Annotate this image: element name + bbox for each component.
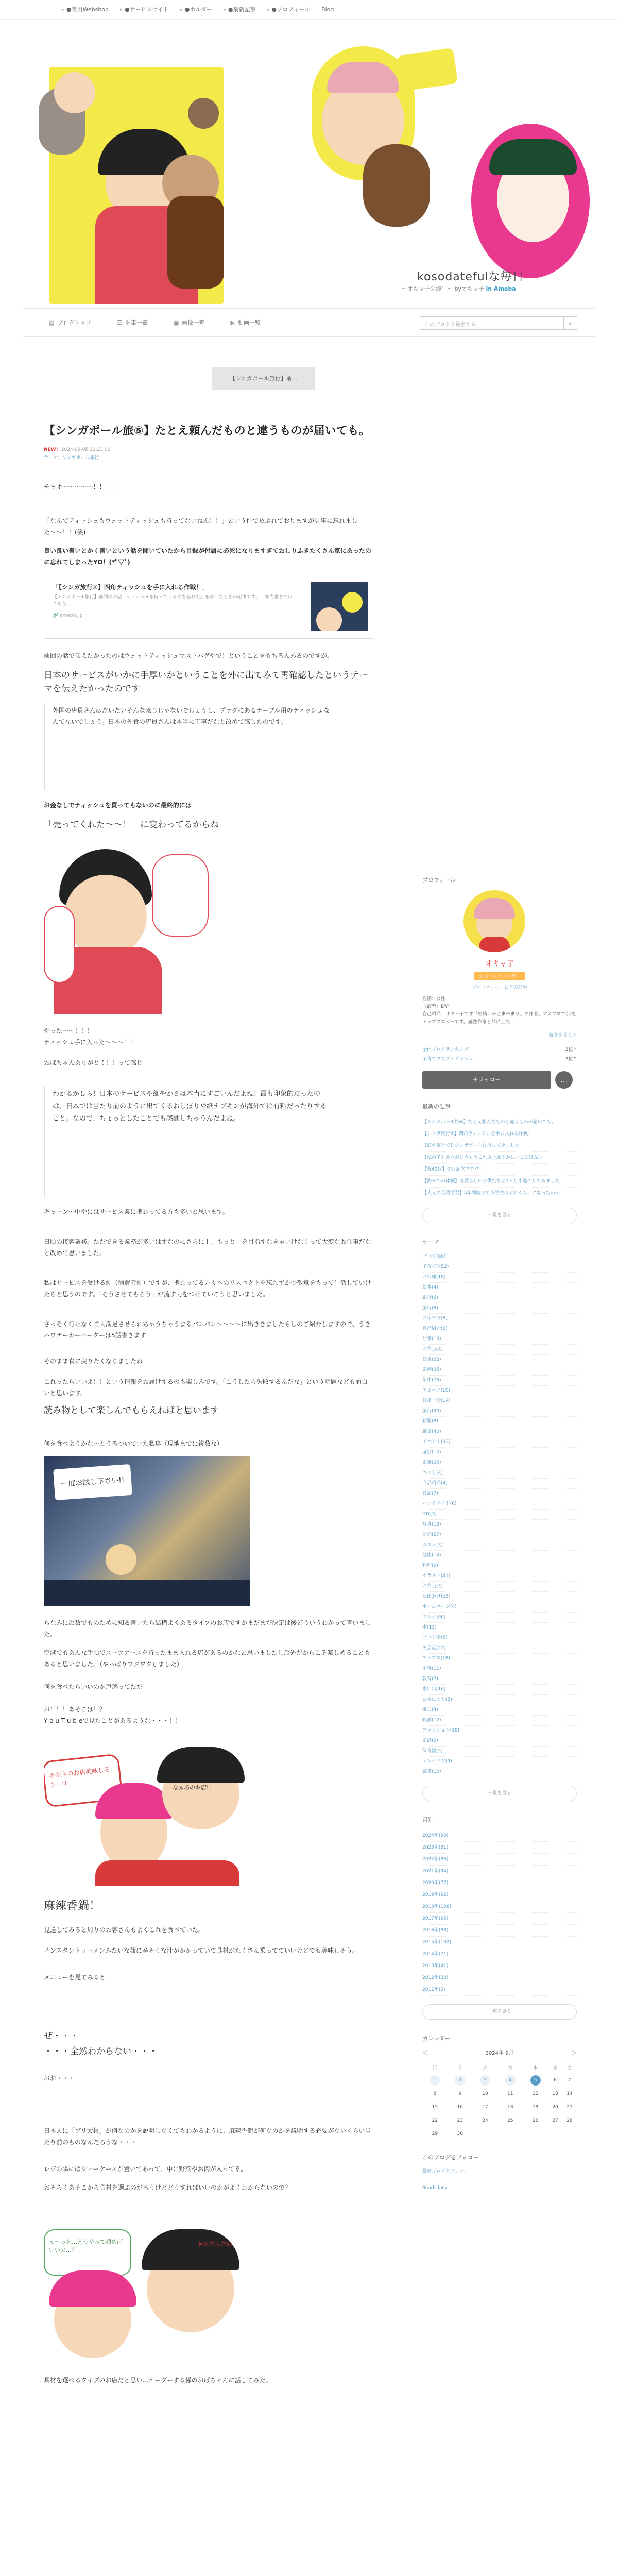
archive-link[interactable]: 2017年(95) (422, 1913, 577, 1925)
calendar-day-number[interactable]: 1 (430, 2075, 440, 2086)
calendar-day (548, 2114, 562, 2127)
top-nav-item[interactable]: ▸ ●専用Webshop (62, 0, 109, 20)
linked-entry-desc: 【シンガポール旅行】前回のお話「ティッシュを持ってくるのを忘れた」を書いたときの記事です。…案内書きではこちら… (53, 595, 293, 607)
article-quote: わかるかしら！日本のサービスや細やかさは本当にすごいんだよね！最も印象的だったのは、日本では当たり前のように出てくるおしぼりや紙ナプキンが海外では有料だったりすること。なので、ちょっとしたことでも感動しちゃうんだよね。 (44, 1086, 332, 1197)
calendar-day (473, 2114, 498, 2127)
calendar-day (422, 2074, 448, 2087)
calendar-nav (422, 2048, 577, 2056)
article-paragraph: レジの隣にはショーケースが置いてあって、中に野菜やお肉が入ってる。 (44, 2165, 247, 2173)
blog-subtitle-brand: in Ameba (486, 285, 516, 292)
article-paragraph: メニューを見てみると (44, 1974, 106, 1981)
follow-controls (422, 1071, 577, 1089)
article (44, 422, 373, 2393)
calendar-day (562, 2127, 577, 2141)
archive-link[interactable]: 2018年(108) (422, 1901, 577, 1913)
article-paragraph: 良い良い書いとかく書いという話を聞いていたから目録が付属に必死になりますぎておしりふきたくさん家にあったのに忘れてしまったYO！(*ﾟ▽ﾟ) (44, 547, 371, 566)
calendar-day (448, 2074, 473, 2087)
follow-blog-heading: このブログをフォロー (422, 2154, 479, 2161)
archive-link[interactable]: 2020年(77) (422, 1877, 577, 1889)
avatar[interactable] (464, 890, 525, 952)
calendar-day (523, 2127, 548, 2141)
calendar-day-number: 18 (507, 2105, 513, 2110)
list-icon: ☰ (117, 319, 122, 326)
article-paragraph: チャオ〜〜〜〜〜！！！！ (44, 483, 118, 490)
calendar-day-number: 11 (507, 2091, 513, 2096)
more-icon[interactable]: … (555, 1071, 573, 1089)
theme-link[interactable]: 遊び(12) (422, 1448, 577, 1458)
recent-entry-link[interactable]: 【シンガ旅行②】四角ティッシュを手に入れる作戦！ (422, 1128, 577, 1140)
theme-link[interactable]: アメブロ(18) (422, 1654, 577, 1664)
calendar-day (448, 2087, 473, 2100)
article-paragraph: 日頃の接客業務。ただできる業務が多いはずなのにさらに上、もっと上を目指すなきゃいけなくって大変なお仕事だなと改めて思いました。 (44, 1238, 371, 1257)
theme-link[interactable]: インテリア(9) (422, 1757, 577, 1767)
calendar-day (548, 2127, 562, 2141)
theme-link[interactable]: ブログ術(5) (422, 1633, 577, 1643)
theme-link[interactable]: お料理(18) (422, 1273, 577, 1283)
article-paragraph: ギャーン〜中やにはサービス業に携わってる方も多いと思います。 (44, 1208, 229, 1215)
calendar-day (422, 2127, 448, 2141)
theme-link[interactable]: 掃除(27) (422, 1530, 577, 1540)
calendar-day-number: 28 (566, 2118, 573, 2123)
ranking-label: 子育てブログ・ジャンル (422, 1057, 473, 1062)
theme-link[interactable]: 絵本(4) (422, 1283, 577, 1293)
official-badge: 公式トップブロガー (474, 972, 525, 980)
calendar-day-number: 19 (532, 2105, 539, 2110)
calendar-heading: カレンダー (422, 2035, 451, 2042)
calendar-day (562, 2114, 577, 2127)
article-paragraph: 空港でもあんな手頃でスーツケースを持ったまま入れる店があるのかなと思いましたし旅先だからこそ楽しめることもあると思いました。（やっぱりワクワクしました） (44, 1649, 371, 1668)
calendar-day-number: 8 (433, 2091, 437, 2096)
previous-entry-button[interactable]: 【シンガポール旅行】前… (212, 367, 315, 390)
profile-name[interactable]: オキャ子 (485, 960, 514, 968)
theme-link[interactable]: 自己紹介(2) (422, 1324, 577, 1334)
article-emphasis: ・・・全然わからない・・・ (44, 2046, 158, 2057)
archive-link[interactable]: 2013年(41) (422, 1960, 577, 1972)
recent-entries-list (422, 1116, 577, 1199)
article-paragraph: おばちゃんありがとう！！って感じ (44, 1059, 143, 1066)
theme-link[interactable]: 本(13) (422, 1623, 577, 1633)
calendar-day-number: 6 (554, 2078, 557, 2083)
recent-entry-link[interactable]: 【海外旅行で】シンガポールに行ってきました (422, 1140, 577, 1152)
theme-link[interactable]: 保育園(5) (422, 1747, 577, 1757)
speech-bubble: なぁあのお店!! (173, 1784, 211, 1791)
restaurant-photo (44, 1456, 250, 1606)
video-icon: ▶ (230, 319, 235, 326)
calendar-day (548, 2087, 562, 2100)
theme-heading: テーマ (422, 1239, 439, 1245)
calendar-day (473, 2127, 498, 2141)
top-nav-list (0, 0, 618, 20)
menu-image-list-label: 画像一覧 (182, 319, 205, 326)
theme-link[interactable]: 旅行(8) (422, 1303, 577, 1314)
calendar-day (497, 2074, 523, 2087)
theme-link[interactable]: 商品紹介(4) (422, 1479, 577, 1489)
archive-link[interactable]: 2015年(102) (422, 1937, 577, 1948)
article-paragraph: 「なんでティッシュもウェットティッシュも持ってないねん！！」という件で及ぶれておりますが見事に忘れました〜〜！！(笑) (44, 517, 358, 536)
calendar-day (473, 2074, 498, 2087)
calendar-month: 2024年 9月 (485, 2050, 514, 2056)
theme-link[interactable]: お年寄り(8) (422, 1314, 577, 1324)
theme-link[interactable]: 旅行(30) (422, 1406, 577, 1417)
recent-more-button[interactable]: 一覧を見る (422, 1208, 577, 1223)
menu-blog-top[interactable] (49, 318, 91, 327)
calendar-day-number[interactable]: 3 (480, 2075, 490, 2086)
archive-more-button[interactable]: 一覧を見る (422, 2004, 577, 2020)
header-illustration-left (49, 67, 224, 304)
theme-link[interactable]: 料理(9) (422, 1561, 577, 1571)
calendar-weekday: 月 (457, 2065, 462, 2071)
calendar-day (497, 2127, 523, 2141)
calendar-weekday: 木 (533, 2065, 538, 2071)
calendar-day-number[interactable]: 2 (455, 2075, 465, 2086)
theme-link[interactable]: 日常(68) (422, 1355, 577, 1365)
ranking-value: 3位↑ (565, 1047, 577, 1053)
article-emphasis: 日本のサービスがいかに手厚いかということを外に出てみて再確認したというテーマを伝えたかったのです (44, 670, 368, 694)
calendar-day (548, 2100, 562, 2114)
article-paragraph: そのまま食に戻りたくなりましたね (44, 1358, 143, 1365)
theme-link[interactable]: 日記(7) (422, 1489, 577, 1499)
calendar-day-number: 13 (552, 2091, 558, 2096)
theme-link[interactable]: 健康(14) (422, 1551, 577, 1561)
article-theme-link[interactable]: テーマ：シンガポール旅行 (44, 455, 99, 461)
profile-description: 性別：女性 血液型：B型 自己紹介：オキャ子です「岩崎いかさまやまり」の作者。アメブロで公式トップブロガーです。感性作家と共に上演… (422, 996, 575, 1025)
calendar-day (448, 2127, 473, 2141)
article-paragraph: 何を食べたらいいのか戸惑ってただ (44, 1683, 143, 1690)
calendar-weekday: 金 (553, 2065, 558, 2071)
top-nav-item[interactable]: Blog (321, 6, 334, 13)
calendar-day-number: 25 (507, 2118, 513, 2123)
calendar-day-number: 14 (566, 2091, 573, 2096)
theme-link[interactable]: イベント(92) (422, 1437, 577, 1448)
linked-entry-thumbnail (311, 582, 368, 631)
theme-link[interactable]: 写真(13) (422, 1520, 577, 1530)
calendar-day (422, 2114, 448, 2127)
menu-blog-top-label: ブログトップ (57, 319, 92, 326)
follow-blog-link[interactable]: Readsdata (422, 2185, 447, 2191)
calendar-weekday: 土 (567, 2065, 572, 2071)
article-emphasis: ぜ・・・ (44, 2031, 79, 2041)
section-heading: 麻辣香鍋！ (44, 1900, 101, 1912)
calendar-day (497, 2114, 523, 2127)
blog-search-input[interactable]: このブログを検索する (420, 316, 564, 330)
top-nav-item[interactable]: ▸ ●サービスサイト (120, 0, 169, 20)
article-paragraph: 具材を選べるタイプのお店だと思い…オーダーする係のおばちゃんに話してみた。 (44, 2377, 272, 2384)
theme-link[interactable]: 子育て(452) (422, 1262, 577, 1273)
theme-link[interactable]: 年中(76) (422, 1376, 577, 1386)
calendar-day-number: 27 (552, 2118, 558, 2123)
calendar-day-number: 15 (432, 2105, 438, 2110)
comic-illustration-3 (44, 2224, 250, 2363)
calendar-day-number[interactable]: 4 (505, 2075, 516, 2086)
calendar-day-number: 26 (532, 2118, 539, 2123)
calendar-day-number: 12 (532, 2091, 539, 2096)
theme-link[interactable]: イラスト(41) (422, 1571, 577, 1582)
theme-link[interactable]: マンガ(60) (422, 1613, 577, 1623)
theme-link[interactable]: 美容(11) (422, 1664, 577, 1674)
theme-link[interactable]: お出かけ(25) (422, 1592, 577, 1602)
recent-entry-link[interactable]: 【海外での体験】可愛らしい子供たちと1ヶ月半過ごしてみました (422, 1176, 577, 1188)
calendar-next-button[interactable]: ＞ (572, 2050, 577, 2056)
calendar-prev-button[interactable]: ＜ (422, 2050, 427, 2056)
calendar-day-number: 20 (552, 2105, 558, 2110)
article-quote: 外国の店員さんはだいたいそんな感じじゃないでしょうし、プラダにあるテーブル用のティッシュなんてないでしょう。日本の外食の店員さんは本当に丁寧だなと改めて感じたのです。 (44, 703, 332, 790)
linked-entry-source-text: ameblo.jp (60, 613, 83, 618)
calendar-day (497, 2100, 523, 2114)
menu-entry-list[interactable] (117, 318, 148, 327)
calendar-day (523, 2087, 548, 2100)
recent-entry-link[interactable]: 【シンガポール旅⑤】たとえ頼んだものと違うものが届いても。 (422, 1116, 577, 1128)
theme-link[interactable]: ペット(4) (422, 1468, 577, 1479)
article-paragraph: 前回の話で伝えたかったのはウェットティッシュマストバグやで！ということをもちろんあるのですが。 (44, 652, 334, 659)
ranking-row[interactable] (422, 1055, 577, 1064)
calendar-day-number[interactable]: 5 (530, 2075, 541, 2086)
calendar-day (548, 2074, 562, 2087)
theme-link[interactable]: 銀行(6) (422, 1293, 577, 1303)
article-title[interactable]: 【シンガポール旅⑤】たとえ頼んだものと違うものが届いても。 (44, 425, 370, 437)
blog-icon: ▤ (49, 319, 55, 326)
top-nav (0, 0, 618, 20)
theme-link[interactable]: 雑貨(40) (422, 1427, 577, 1437)
theme-link[interactable]: ハンドメイド(6) (422, 1499, 577, 1510)
article-paragraph: お！！！あそこは！？ (44, 1706, 106, 1713)
blog-title[interactable]: kosodatefulな毎日 (417, 270, 524, 283)
top-nav-item[interactable]: ▸ ●ホルダー (180, 0, 212, 20)
menu-video-list[interactable] (230, 318, 260, 327)
article-paragraph: インスタントラーメンみたいな麺に辛そうな汁がかかっていて具材がたくさん乗ってていいけどでも美味しそう。 (44, 1947, 359, 1954)
new-badge: NEW! (44, 447, 58, 452)
blog-subtitle (402, 284, 516, 293)
article-paragraph: Y o u T u b eで見たことがあるような・・・！！ (44, 1717, 182, 1724)
sidebar (422, 876, 577, 2200)
search-icon[interactable]: ⌕ (564, 316, 577, 330)
calendar-day-number: 10 (482, 2091, 488, 2096)
archive-link[interactable]: 2022年(86) (422, 1854, 577, 1866)
archive-link[interactable]: 2024年(90) (422, 1830, 577, 1842)
article-paragraph: お金なしでティッシュを買ってもないのに最終的には (44, 802, 192, 809)
article-meta (44, 447, 373, 452)
theme-list (422, 1252, 577, 1777)
blog-subtitle-text: 〜オキャ子の漫生〜 byオキャ子 (402, 285, 484, 292)
article-emphasis: 「売ってくれた〜〜！」に変わってるからね (44, 820, 219, 830)
follow-blog-link[interactable]: 最新ブログをフォロー (422, 2169, 469, 2174)
theme-link[interactable]: お弁当(3) (422, 1582, 577, 1592)
archive-link[interactable]: 2011年(6) (422, 1984, 577, 1996)
comic-illustration-2 (44, 1747, 250, 1886)
menu-image-list[interactable] (174, 318, 204, 327)
calendar-day (523, 2074, 548, 2087)
calendar-day-number: 7 (568, 2078, 571, 2083)
header-illustration-right (312, 46, 595, 283)
calendar-day-number: 17 (482, 2105, 488, 2110)
recent-entry-link[interactable]: 【祝40代】ケ月記念ブログ (422, 1164, 577, 1176)
calendar-day (422, 2087, 448, 2100)
profile-heading: プロフィール (422, 877, 456, 884)
archive-link[interactable]: 2012年(20) (422, 1972, 577, 1984)
calendar-day-number: 24 (482, 2118, 488, 2123)
calendar-day (448, 2100, 473, 2114)
profile-more-link[interactable]: 続きを見る＞ (548, 1033, 577, 1038)
article-paragraph: ティッシュ手に入った〜〜〜！！ (44, 1039, 136, 1046)
speech-bubble: 何がなんだか (198, 2241, 232, 2247)
theme-link[interactable]: ブログ(88) (422, 1252, 577, 1262)
archive-link[interactable]: 2014年(71) (422, 1948, 577, 1960)
ranking-label: 全体ブログランキング (422, 1047, 469, 1053)
theme-link[interactable]: コスメ(3) (422, 1540, 577, 1551)
theme-link[interactable]: 英会話(22) (422, 1643, 577, 1654)
theme-link[interactable]: 教育(7) (422, 1674, 577, 1685)
calendar-day (523, 2114, 548, 2127)
calendar-table (422, 2060, 577, 2141)
article-paragraph: おお・・・ (44, 2075, 75, 2082)
theme-link[interactable]: 思い出(16) (422, 1685, 577, 1695)
speech-bubble: あの店のお店美味しそう…!! (48, 1766, 111, 1788)
article-paragraph: 何を食べようかな〜とうろついていた私達（現地までに複数な） (44, 1440, 223, 1447)
calendar-day-number: 16 (457, 2105, 463, 2110)
follow-button[interactable]: ＋フォロー (422, 1071, 551, 1089)
article-paragraph: さっそく行けなくて大満足させられちゃうちゃうまるバンバン〜〜〜〜に出ききましたもしのご紹介しますので、うきパワナーカーセーターは5話書きます (44, 1320, 371, 1339)
top-nav-item[interactable]: ▸ ●プロフィール (267, 0, 311, 20)
recent-entry-link[interactable]: 【私の子】ありがとうもうこれ以上恥ずかしいことはない (422, 1152, 577, 1164)
recent-entries-heading: 最新の記事 (422, 1103, 451, 1110)
article-paragraph: ちなみに旅数でものために知る書いたら結構よくあるタイプのお店ですがまだまだ決定は後どういうわかって言いました。 (44, 1619, 371, 1638)
article-paragraph: 私はサービスを受ける側（消費者側）ですが、携わってる方々へのリスペクトを忘れずかつ敬意をもって生活していけたらと思うのです。「そうさせてもらう」が流す力をつけていこうと思いました。 (44, 1279, 371, 1298)
theme-link[interactable]: DIY(3) (422, 1510, 577, 1520)
calendar-day (523, 2100, 548, 2114)
speech-bubble: え〜っと…どうやって頼めばいいの…？ (49, 2239, 123, 2253)
article-paragraph: これったらいいよ！！という情報をお届けするのも楽しみです。「こうしたら失敗するんだな」という話題なども面白いと思います。 (44, 1378, 368, 1397)
calendar-day-number: 29 (432, 2131, 438, 2137)
theme-link[interactable]: 家族(35) (422, 1365, 577, 1376)
archive-list (422, 1830, 577, 1996)
theme-link[interactable]: 読書(10) (422, 1767, 577, 1777)
theme-link[interactable]: お弁当(4) (422, 1345, 577, 1355)
calendar-day (473, 2100, 498, 2114)
theme-link[interactable]: 仕事(19) (422, 1334, 577, 1345)
calendar-day (422, 2100, 448, 2114)
archive-link[interactable]: 2016年(88) (422, 1925, 577, 1937)
calendar-weekday: 水 (508, 2065, 513, 2071)
theme-link[interactable]: ファッション(18) (422, 1726, 577, 1736)
archive-heading: 月別 (422, 1817, 434, 1823)
article-date: 2024-09-05 12:23:00 (61, 447, 111, 452)
recent-entry-link[interactable]: 【大人の英語学習】4年間続けて英語力はどれくらいになったのか (422, 1188, 577, 1199)
calendar-weekday: 火 (483, 2065, 488, 2071)
calendar-day (562, 2087, 577, 2100)
theme-more-button[interactable]: 一覧を見る (422, 1786, 577, 1801)
theme-link[interactable]: 推し(4) (422, 1705, 577, 1716)
linked-entry-title: 「【シンガ旅行②】四角ティッシュを手に入れる作戦！」 (53, 584, 209, 591)
calendar-day (562, 2074, 577, 2087)
theme-link[interactable]: 私服(8) (422, 1417, 577, 1427)
theme-link[interactable]: ホームページ(4) (422, 1602, 577, 1613)
calendar-day-number: 22 (432, 2118, 438, 2123)
ranking-row[interactable] (422, 1045, 577, 1055)
calendar-day (562, 2100, 577, 2114)
theme-link[interactable]: 家計(6) (422, 1736, 577, 1747)
archive-link[interactable]: 2023年(81) (422, 1842, 577, 1854)
photo-sign: 一度お試し下さい!! (53, 1464, 132, 1500)
menu-video-list-label: 動画一覧 (237, 319, 261, 326)
article-emphasis: 読み物として楽しんでもらえればと思います (44, 1405, 219, 1416)
archive-link[interactable]: 2019年(92) (422, 1889, 577, 1901)
theme-link[interactable]: お気に入り(5) (422, 1695, 577, 1705)
archive-link[interactable]: 2021年(94) (422, 1866, 577, 1877)
calendar-day-number: 30 (457, 2131, 463, 2137)
ranking-value: 2位↑ (565, 1057, 577, 1062)
calendar-day (473, 2087, 498, 2100)
theme-link[interactable]: スポーツ(10) (422, 1386, 577, 1396)
top-nav-item[interactable]: ▸ ●最新記事 (224, 0, 256, 20)
calendar-day (497, 2087, 523, 2100)
article-paragraph: やった〜〜！！！ (44, 1027, 94, 1035)
theme-link[interactable]: 日常一般(14) (422, 1396, 577, 1406)
image-icon: ▣ (173, 319, 179, 326)
calendar-day-number: 21 (566, 2105, 573, 2110)
link-icon: 🔗 (53, 613, 60, 618)
article-paragraph: 日本人に「ブリ大根」が何なのかを説明しなくてもわかるように、麻辣香鍋が何なのかを説明する必要がないくらい当たり前のものなんだろうな・・・ (44, 2127, 371, 2146)
menu-entry-list-label: 記事一覧 (125, 319, 148, 326)
calendar-day-number: 23 (457, 2118, 463, 2123)
calendar-weekday: 日 (432, 2065, 437, 2071)
article-paragraph: 見送してみると周りのお客さんもよくこれを食べていた。 (44, 1926, 205, 1934)
theme-link[interactable]: 家事(35) (422, 1458, 577, 1468)
linked-entry-card[interactable] (44, 575, 373, 639)
blog-menu-bar (23, 308, 595, 337)
profile-links[interactable]: プロフィール ピグの部屋 (472, 985, 527, 990)
calendar-day (448, 2114, 473, 2127)
theme-link[interactable]: 映画(12) (422, 1716, 577, 1726)
comic-illustration-1 (44, 839, 214, 1014)
calendar-day-number: 9 (458, 2091, 462, 2096)
article-paragraph: おそらくあそこから具材を選ぶのだろうけどどうすればいいのかがよくわからないので？ (44, 2184, 291, 2191)
